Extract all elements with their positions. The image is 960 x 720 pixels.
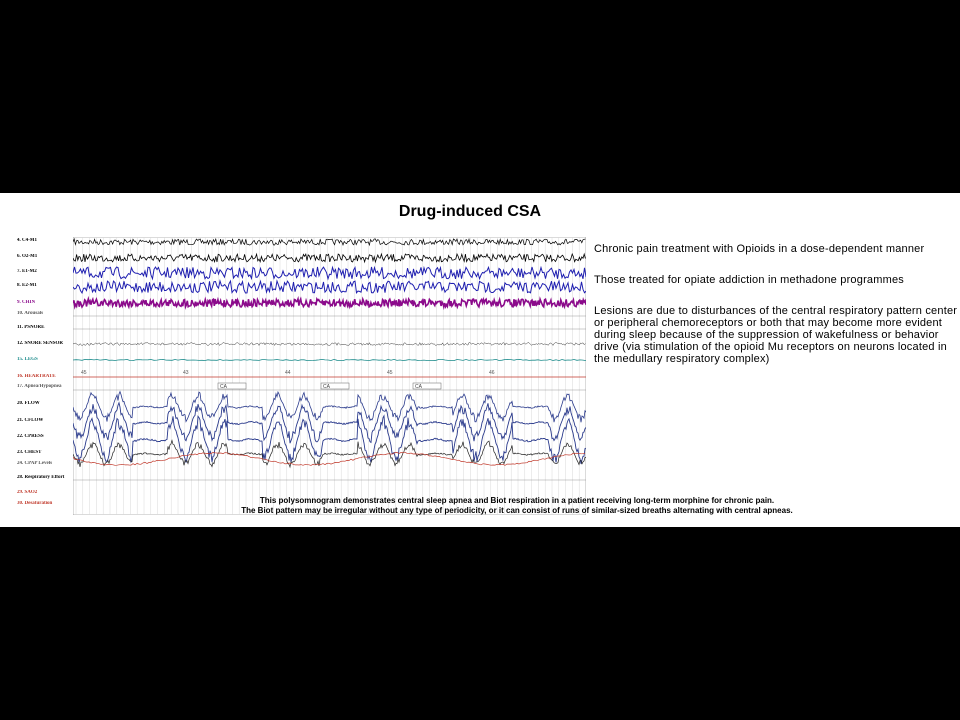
psg-frame (73, 237, 586, 515)
channel-label: 8. E2-M1 (17, 283, 37, 288)
heartrate-mark: 43 (183, 370, 189, 376)
channel-label: 10. Arousals (17, 311, 44, 316)
channel-label: 6. O2-M1 (17, 254, 38, 259)
caption-line-1: This polysomnogram demonstrates central sleep apnea and Biot respiration in a patient receiving long-term morphine for chronic pain. (259, 496, 775, 505)
slide (0, 193, 960, 527)
channel-label: 12. SNORE SENSOR (17, 341, 63, 346)
channel-label: 4. C4-M1 (17, 238, 37, 243)
channel-label: 24. CPAP Levels (17, 461, 53, 466)
event-label: CA (220, 384, 227, 390)
channel-label: 29. SAO2 (17, 490, 38, 495)
channel-label: 23. CHEST (17, 450, 42, 455)
channel-label: 15. LEGS (17, 357, 38, 362)
channel-label: 11. PSNORE (17, 325, 45, 330)
channel-label: 20. FLOW (17, 401, 40, 406)
channel-label: 21. CFLOW (17, 418, 44, 423)
polysomnogram (73, 237, 586, 515)
heartrate-mark: 44 (285, 370, 291, 376)
channel-label: 16. HEARTRATE (17, 374, 56, 379)
event-label: CA (323, 384, 330, 390)
channel-label: 17. Apnea/Hypopnea (17, 384, 62, 389)
slide-title: Drug-induced CSA (398, 203, 542, 220)
heartrate-mark: 45 (81, 370, 87, 376)
channel-label: 9. CHIN (17, 300, 36, 305)
psg-caption (82, 496, 952, 516)
heartrate-mark: 46 (489, 370, 495, 376)
channel-label-column (17, 238, 75, 513)
caption-line-2: The Biot pattern may be irregular without any type of periodicity, or it can consist of runs of similar-sized breaths alternating with central apneas. (241, 506, 793, 515)
channel-label: 22. CPRESS (17, 434, 44, 439)
side-text-block (594, 243, 960, 384)
channel-label: 7. E1-M2 (17, 269, 37, 274)
channel-label: 30. Desaturation (17, 501, 53, 506)
heartrate-mark: 45 (387, 370, 393, 376)
event-label: CA (415, 384, 422, 390)
side-text-methadone: Those treated for opiate addiction in methadone programmes (594, 274, 904, 286)
side-text-opioids: Chronic pain treatment with Opioids in a dose-dependent manner (594, 243, 925, 255)
channel-label: 28. Respiratory Effort (17, 475, 65, 480)
side-text-lesions: Lesions are due to disturbances of the central respiratory pattern center or peripheral chemoreceptors or both that may become more evident during sleep because of the suppression of wakefulness or behavior drive (via stimulation of the opioid Mu receptors on neurons located in the medullary respiratory complex) (594, 305, 958, 365)
